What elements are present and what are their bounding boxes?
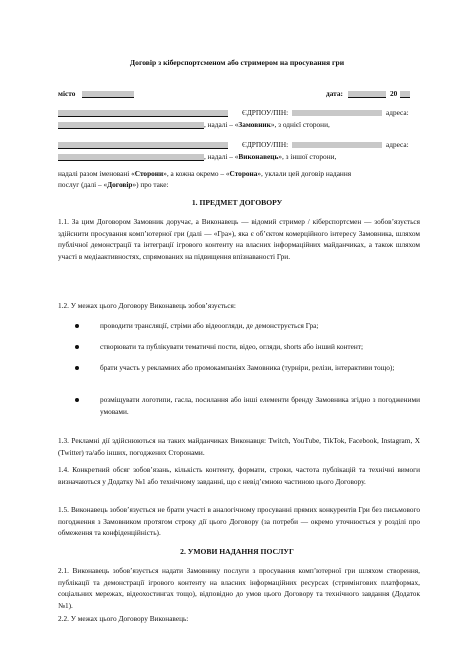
customer-address-label: адреса:	[386, 108, 409, 117]
customer-role-line: , надалі – «Замовник», з однієї сторони,	[204, 120, 330, 129]
document-title: Договір з кіберспортсменом або стримером на просування гри	[129, 58, 345, 67]
customer-edrpou-label: ЄДРПОУ/ПІН:	[242, 108, 289, 117]
date-underline	[348, 91, 386, 98]
clause-1-2: 1.2. У межах цього Договору Виконавець зобов’язується:	[58, 301, 236, 310]
customer-edrpou-field[interactable]	[292, 110, 382, 116]
clause-1-1: 1.1. За цим Договором Замовник доручає, а Виконавець — відомий стример / кіберспортсмен — зобов’язується здійснити просування комп’ютерної гри (далі — «Гра»), яка є об’єктом комерційного інтересу Замовника, шляхом публічної демонстрації та інтеграції ігрового контенту на власних інформаційних майданчиках, а також шляхом участі в медіаактивностях, спрямованих на підвищення впізнаваності Гри.	[58, 217, 420, 261]
contractor-edrpou-field[interactable]	[292, 142, 382, 148]
clause-2-2: 2.2. У межах цього Договору Виконавець:	[58, 614, 189, 623]
year-prefix: 20	[390, 89, 398, 98]
clause-1-4: 1.4. Конкретний обсяг зобов’язань, кількість контенту, формати, строки, частота публікацій та технічні вимоги визначаються у Додатку №1 або технічному завданні, що є невід’ємною частиною цього Договору.	[58, 465, 420, 486]
bullet-item: створювати та публікувати тематичні пости, відео, огляди, shorts або інший контент;	[100, 342, 363, 351]
bullet-item: розміщувати логотипи, гасла, посилання або інші елементи бренду Замовника згідно з погодженими умовами.	[100, 395, 420, 416]
intro-line-1: надалі разом іменовані «Сторони», а кожна окремо – «Сторона», уклали цей договір надання	[58, 169, 352, 178]
bullet-marker	[75, 366, 79, 370]
bullet-item: брати участь у рекламних або промокампаніях Замовника (турніри, релізи, інтерактиви тощо);	[100, 363, 395, 372]
contractor-name-underline	[58, 142, 228, 149]
contractor-role-line: , надалі – «Виконавець», з іншої сторони,	[204, 152, 337, 161]
bullet-marker	[75, 345, 79, 349]
city-underline	[82, 91, 134, 98]
section-2-heading: 2. УМОВИ НАДАННЯ ПОСЛУГ	[180, 547, 294, 556]
bullet-item: проводити трансляції, стріми або відеоогляди, де демонструється Гра;	[100, 321, 319, 330]
customer-name-underline	[58, 110, 228, 117]
contractor-address-label: адреса:	[386, 140, 409, 149]
city-label: місто	[58, 89, 76, 98]
contractor-address-underline	[58, 154, 204, 161]
customer-address-underline	[58, 122, 204, 129]
bullet-marker	[75, 398, 79, 402]
clause-1-3: 1.3. Рекламні дії здійснюються на таких майданчиках Виконавця: Twitch, YouTube, TikTok, Facebook, Instagram, X (Twitter) та/або інших, погоджених Сторонами.	[58, 436, 420, 457]
clause-2-1: 2.1. Виконавець зобов’язується надати Замовнику послуги з просування комп’ютерної гри шляхом створення, публікації та демонстрації ігрового контенту на власних інформаційних ресурсах (стримінгових платформах, соціальних мережах, відеохостингах тощо), відповідно до умов цього Договору та технічного завдання (Додаток №1).	[58, 566, 420, 610]
year-underline	[400, 91, 410, 98]
contractor-edrpou-label: ЄДРПОУ/ПІН:	[242, 140, 289, 149]
section-1-heading: 1. ПРЕДМЕТ ДОГОВОРУ	[191, 198, 283, 207]
intro-line-2: послуг (далі – «Договір») про таке:	[58, 180, 169, 189]
date-label: дата:	[326, 89, 343, 98]
bullet-marker	[75, 324, 79, 328]
clause-1-5: 1.5. Виконавець зобов’язується не брати участі в аналогічному просуванні прямих конкурентів Гри без письмового погодження з Замовником протягом строку дії цього Договору (за потреби — окремо уточнюється у розділі про обмеження та конфіденційність).	[58, 505, 420, 537]
